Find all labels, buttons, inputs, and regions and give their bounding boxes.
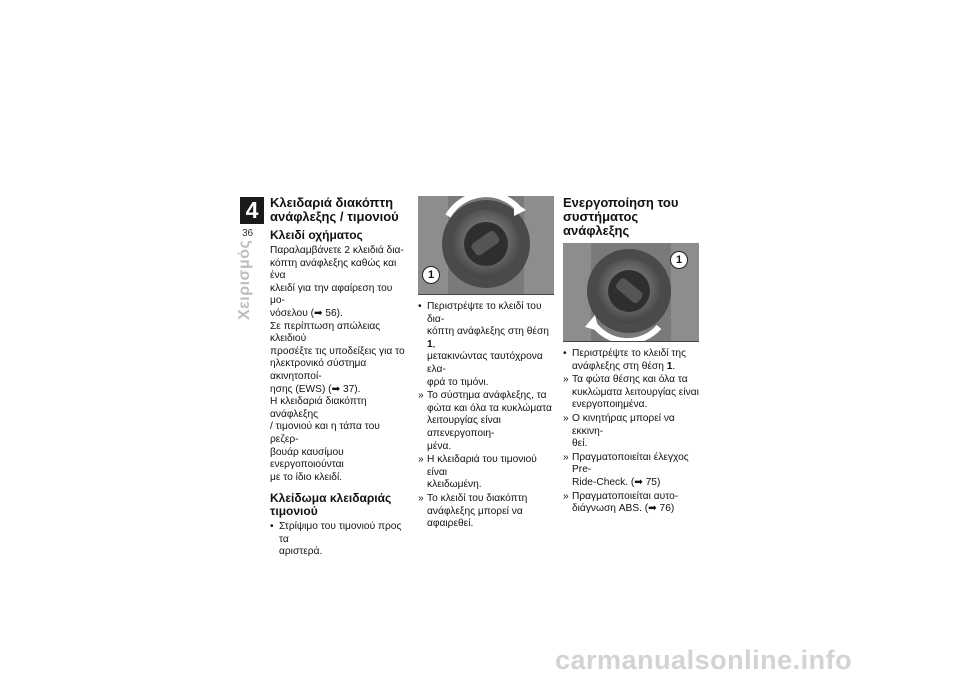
vehicle-key-text [270,245,406,484]
column-ignition-lock [270,196,406,560]
chapter-side-title: Χειρισμός [236,239,253,320]
list-item [563,491,701,516]
text-segment: ανάφλεξης στη θέση [572,360,667,372]
ignition-lock-photo [418,196,554,295]
ignition-on-steps [563,348,701,516]
text-line: κόπτη ανάφλεξης καθώς και ένα [270,257,397,282]
chapter-number: 4 [240,197,264,224]
column-lock-procedure [418,196,556,532]
list-item [418,454,556,492]
list-item [563,413,701,451]
text-line: κλειδωμένη. [427,479,482,491]
text-line: Τα φώτα θέσης και όλα τα [572,374,688,386]
result-marker: » [563,451,569,463]
text-line: βουάρ καυσίμου ενεργοποιούνται [270,446,344,471]
list-item [563,374,701,412]
text-line: Περιστρέψτε το κλειδί της [572,348,686,359]
text-line: ησης (EWS) (➡ 37). [270,383,361,395]
page-number: 36 [242,228,254,239]
text-line: Περιστρέψτε το κλειδί του δια- [427,301,542,325]
text-line: Παραλαμβάνετε 2 κλειδιά δια- [270,245,404,256]
text-line: Στρίψιμο του τιμονιού προς τα [279,521,402,545]
steering-lock-heading: Κλείδωμα κλειδαριάς τιμονιού [270,491,392,519]
position-label: 1 [666,360,673,372]
result-marker: » [418,454,424,466]
result-marker: » [418,492,424,504]
text-line: Πραγματοποιείται έλεγχος Pre- [572,451,689,476]
column-ignition-on [563,196,701,517]
callout-position-1: 1 [670,251,688,269]
result-marker: » [418,390,424,402]
bullet-marker: • [418,301,422,312]
list-item [270,521,406,559]
text-line: προσέξτε τις υποδείξεις για το [270,345,405,357]
text-line: με το ίδιο κλειδί. [270,471,343,483]
text-line: ηλεκτρονικό σύστημα ακινητοποί- [270,358,367,382]
text-line: Η κλειδαριά διακόπτη ανάφλεξης [270,396,367,420]
callout-position-1: 1 [422,266,440,284]
result-marker: » [563,490,569,502]
text-line: φρά το τιμόνι. [427,376,489,388]
bullet-marker: • [270,521,274,533]
list-item [418,390,556,453]
text-line: Ο κινητήρας μπορεί να εκκινη- [572,412,675,437]
position-label: 1 [427,338,433,350]
text-line: Η κλειδαριά του τιμονιού είναι [427,454,537,478]
text-line: μένα. [427,440,452,452]
list-item [418,301,556,389]
text-line: αριστερά. [279,546,323,558]
list-item [563,452,701,490]
text-segment: κόπτη ανάφλεξης στη θέση [427,326,549,338]
text-line: αφαιρεθεί. [427,518,474,530]
text-line: κόπτη ανάφλεξης στη θέση 1, [427,326,549,350]
text-line: Πραγματοποιείται αυτο- [572,490,679,502]
text-segment: . [672,360,676,372]
text-line: κλειδί για την αφαίρεση του μο- [270,282,393,307]
ignition-on-photo [563,243,699,342]
text-line: κυκλώματα λειτουργίας είναι [572,386,699,398]
steering-lock-steps [270,521,406,559]
text-line: μετακινώντας ταυτόχρονα ελα- [427,351,543,375]
text-line: Το κλειδί του διακόπτη [427,492,528,504]
text-line: ανάφλεξης μπορεί να [427,505,523,517]
text-line: διάγνωση ABS. (➡ 76) [572,503,675,515]
text-line [572,361,701,374]
text-line: φώτα και όλα τα κυκλώματα [427,402,552,414]
list-item [563,348,701,373]
text-line: λειτουργίας είναι απενεργοποιη- [427,415,501,439]
text-line: Ride-Check. (➡ 75) [572,476,661,488]
list-item [418,493,556,531]
text-line: / τιμονιού και η τάπα του ρεζερ- [270,421,380,445]
text-line: νόσελου (➡ 56). [270,307,343,319]
vehicle-key-heading: Κλειδί οχήματος [270,228,363,242]
section-title: Κλειδαριά διακόπτη ανάφλεξης / τιμονιού [270,195,399,224]
text-line: ενεργοποιημένα. [572,399,648,411]
text-line: θεί. [572,438,588,450]
result-marker: » [563,374,569,386]
result-marker: » [563,412,569,424]
lock-steps [418,301,556,531]
text-line: Σε περίπτωση απώλειας κλειδιού [270,320,381,345]
watermark-logo: carmanualsonline.info [555,645,853,675]
bullet-marker: • [563,348,567,359]
section-title: Ενεργοποίηση του συστήματος ανάφλεξης [563,195,679,238]
text-line: Το σύστημα ανάφλεξης, τα [427,390,547,402]
